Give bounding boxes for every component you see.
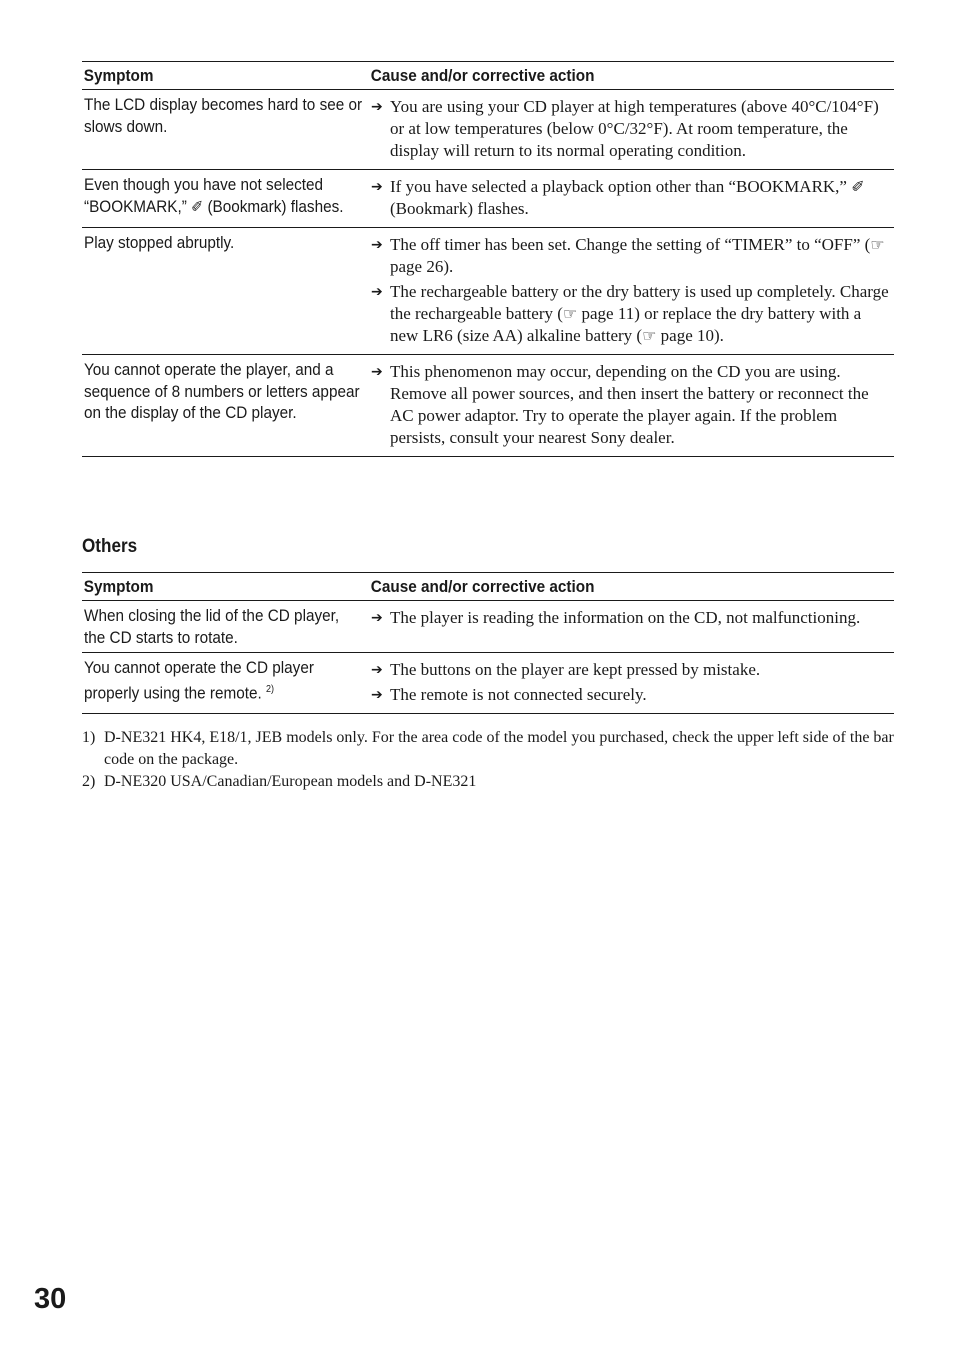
footnote: 1) D-NE321 HK4, E18/1, JEB models only. For the area code of the model you purchased, check the upper left side of the bar code on the package. [82, 729, 894, 768]
action-text: If you have selected a playback option other than “BOOKMARK,” ✐ (Bookmark) flashes. [390, 177, 865, 218]
action-item [371, 361, 892, 449]
page-reference-icon: ☞ [870, 235, 885, 254]
arrow-icon: ➔ [371, 237, 383, 253]
action-item [371, 234, 892, 278]
page-reference-icon: ☞ [562, 304, 578, 323]
symptom-text: Play stopped abruptly. [84, 233, 235, 252]
action-item [371, 281, 892, 347]
troubleshooting-table-2 [82, 572, 894, 714]
arrow-icon: ➔ [371, 99, 383, 115]
symptom-text: You cannot operate the player, and a sequence of 8 numbers or letters appear on the display of the CD player. [84, 360, 360, 422]
footnotes [82, 727, 894, 793]
column-header-symptom: Symptom [82, 62, 340, 90]
action-text: You are using your CD player at high temperatures (above 40°C/104°F) or at low temperatures (below 0°C/32°F). At room temperature, the display will return to its normal operating condition. [390, 97, 879, 160]
action-text: The remote is not connected securely. [390, 685, 647, 704]
column-header-action: Cause and/or corrective action [369, 62, 842, 90]
action-text: The rechargeable battery or the dry battery is used up completely. Charge the rechargeable battery (☞ page 11) or replace the dry battery with a new LR6 (size AA) alkaline battery (☞ page 10). [390, 282, 889, 345]
table-row [82, 601, 894, 653]
symptom-text: The LCD display becomes hard to see or slows down. [84, 95, 363, 136]
action-item [371, 659, 892, 681]
table-row [82, 653, 894, 714]
footnote: 2) D-NE320 USA/Canadian/European models and D-NE321 [82, 773, 477, 790]
action-text: The player is reading the information on the CD, not malfunctioning. [390, 608, 861, 627]
bookmark-icon: ✐ [851, 177, 865, 196]
table-row [82, 170, 894, 228]
bookmark-icon: ✐ [191, 196, 204, 216]
action-item [371, 607, 892, 629]
arrow-icon: ➔ [371, 610, 383, 626]
column-header-symptom: Symptom [82, 573, 340, 601]
table-row [82, 355, 894, 457]
action-text: This phenomenon may occur, depending on the CD you are using. Remove all power sources, and then insert the battery or reconnect the AC power adaptor. Try to operate the player again. If the problem persists, consult your nearest Sony dealer. [390, 362, 869, 447]
action-item [371, 684, 892, 706]
table-row [82, 90, 894, 170]
page-number: 30 [34, 1283, 67, 1315]
symptom-text: Even though you have not selected “BOOKMARK,” ✐ (Bookmark) flashes. [84, 175, 344, 216]
symptom-text: You cannot operate the CD player properly using the remote. $^{2)}$ [84, 658, 314, 703]
section-heading-others: Others [82, 536, 138, 557]
action-text: The buttons on the player are kept pressed by mistake. [390, 660, 761, 679]
action-text: The off timer has been set. Change the setting of “TIMER” to “OFF” (☞ page 26). [390, 235, 885, 276]
arrow-icon: ➔ [371, 284, 383, 300]
footnote-marker: 2) [266, 683, 275, 695]
action-item [371, 176, 892, 220]
symptom-text: When closing the lid of the CD player, the CD starts to rotate. [84, 606, 340, 647]
troubleshooting-table-1 [82, 61, 894, 457]
column-header-action: Cause and/or corrective action [369, 573, 842, 601]
arrow-icon: ➔ [371, 662, 383, 678]
arrow-icon: ➔ [371, 687, 383, 703]
table-row [82, 228, 894, 355]
page-reference-icon: ☞ [642, 326, 657, 345]
arrow-icon: ➔ [371, 179, 383, 195]
action-item [371, 96, 892, 162]
arrow-icon: ➔ [371, 364, 383, 380]
